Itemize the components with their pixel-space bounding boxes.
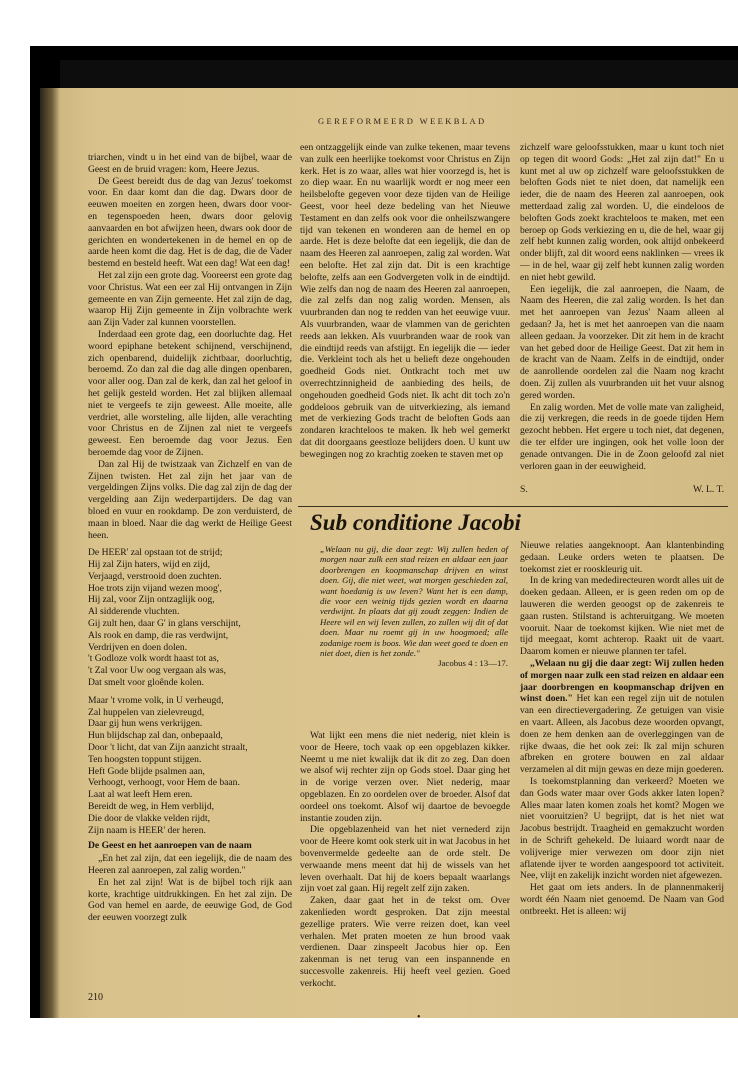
paragraph: En het zal zijn! Wat is de bijbel toch rijk aan korte, krachtige uitdrukkingen. En het zal zijn. De God van hemel en aarde, de eeuwige God, de God der eeuwen voorzegt zulk — [88, 876, 292, 924]
paragraph: In de kring van mededirecteuren wordt alles uit de doeken gedaan. Alleen, er is geen reden om op de lauweren die werden geoogst op de zakenreis te gaan rusten. Stilstand is achteruitgang. We moeten vooruit. Naar de toekomst kijken. Wie niet met de tijd meegaat, komt achterop. Raakt uit de vaart. Daarom komen er nieuwe plannen ter tafel. — [520, 575, 724, 658]
running-header: GEREFORMEERD WEEKBLAD — [318, 116, 487, 126]
paragraph: Het zal zijn een grote dag. Vooreerst een grote dag voor Christus. Wat een eer zal Hij ontvangen in Zijn gemeente en van Zijn gemeente. Het zal zijn de dag, waarop Hij Zijn gemeente in Zijn volbrachte werk aan Zijn Vader zal kunnen voorstellen. — [88, 269, 292, 329]
psalm-verse: Maar 't vrome volk, in U verheugd, Zal huppelen van zielevreugd, Daar gij hun wens verkrijgen. Hun blijdschap zal dan, onbepaald, Door 't licht, dat van Zijn aanzicht straalt, Ten hoogsten toppunt stijgen. Heft Gode blijde psalmen aan, Verhoogt, verhoogt, voor Hem de baan. Laat al wat leeft Hem eren. Bereidt de weg, in Hem verblijd, Die door de vlakke velden rijdt, Zijn naam is HEER' der heren. — [88, 694, 248, 836]
article-title: Sub conditione Jacobi — [310, 510, 521, 535]
column-middle-top — [300, 142, 510, 461]
paragraph: „En het zal zijn, dat een iegelijk, die de naam des Heeren zal aanroepen, zal zalig worden." — [88, 853, 292, 877]
section-divider — [298, 506, 728, 507]
paragraph: Nieuwe relaties aangeknoopt. Aan klantenbinding gedaan. Leuke orders weten te plaatsen. De toekomst ziet er rooskleurig uit. — [520, 540, 724, 575]
paragraph: een ontzaggelijk einde van zulke tekenen, maar tevens van zulk een heerlijke toekomst voor Christus en Zijn kerk. Het is zo waar, alles wat hier voorzegd is, het is zo diep waar. En nu waarlijk wordt er nog meer een heilsbelofte gegeven voor deze tijden van de Heilige Geest, voor heel deze bedeling van het Nieuwe Testament en dan zelfs ook voor die onheilszwangere tijd van tekenen en wonderen aan de hemel en op aarde. Het is deze belofte dat een iegelijk, die dan de naam des Heeren zal aanroepen, zalig zal worden. Wat een belofte. Het zal zijn dat. Dit is een krachtige belofte, zelfs aan een Godvergeten volk in de eindtijd. Wie zelfs dan nog de naam des Heeren zal aanroepen, die zal zelfs dan nog zalig worden. Mensen, als vuurbranden dan nog te redden van het eeuwige vuur. Als vuurbranden, waar de vlammen van de gerichten reeds aan lekken. Als vuurbranden waar de rook van die eindtijd reeds van afstijgt. En iegelijk die — ieder die. Verkleint toch als het u belieft deze ongehouden goedheid Gods niet. Ontkracht toch met uw overrechtzinnigheid de aanbieding des heils, de ongehouden goedheid Gods niet. Ik acht dit toch zo'n goddeloos gebruik van de uitverkiezing, als iemand met de verkiezing Gods tracht de beloften Gods aan zondaren krachteloos te maken. Ik heb wel gemerkt dat dit doorgaans geestloze belijders doen. U kunt uw bewegingen nog zo krachtig zoeken te staven met op — [300, 142, 510, 460]
column-middle-article — [300, 730, 510, 990]
paragraph: triarchen, vindt u in het eind van de bijbel, waar de Geest en de bruid vragen: kom, Heere Jezus. — [88, 152, 292, 175]
paragraph: Die opgeblazenheid van het niet vernederd zijn voor de Heere komt ook sterk uit in wat Jacobus in het bovenvermelde gedeelte aan de orde stelt. De verwaande mens meent dat hij de wissels van het leven overhaalt. Dat hij de koers bepaalt waarlangs zijn voet zal gaan. Hij regelt zelf zijn zaken. — [300, 824, 510, 895]
paragraph: Het gaat om iets anders. In de plannenmakerij wordt één Naam niet genoemd. De Naam van God ontbreekt. Het is alleen: wij — [520, 882, 724, 917]
paragraph: Inderdaad een grote dag, een doorluchte dag. Het woord epiphane betekent schijnend, verschijnend, zich openbarend, duidelijk zichtbaar, doorluchtig, beroemd. Zo dan zal die dag alle dingen openbaren, voor aller oog. Dan zal de kerk, dan zal het geloof in het gelijk gesteld worden. Het zal blijken allemaal niet te vergeefs te zijn geweest. Alle moeite, alle verdriet, alle worsteling, alle lijden, alle verachting voor Christus en de Zijnen zal niet te vergeefs geweest. Een beroemde dag voor Jezus. Een beroemde dag voor de Zijnen. — [88, 328, 292, 458]
paragraph-with-quote — [520, 658, 724, 776]
column-right-top — [520, 142, 724, 496]
paragraph: zichzelf ware geloofsstukken, maar u kunt toch niet op tegen dit woord Gods: „Het zal zijn dat!" En u kunt met al uw op zichzelf ware geloofsstukken de beloften Gods niet te niet doen, dat namelijk een ieder, die de naam des Heeren zal aanroepen, ook metterdaad zalig zal worden. U, die eindeloos de beloften Gods zoekt krachteloos te maken, met een beroep op Gods verkiezing en u, die de hel, waar gij zelf hebt kunnen zalig worden, ook altijd onbekeerd onder blijft, zal dit woord eens naklinken — vrees ik — in de hel, waar gij zelf hebt kunnen zalig worden en niet hebt gewild. — [520, 142, 724, 283]
footer-mark: • — [417, 1012, 421, 1023]
paragraph-continuation: Het kan een regel zijn uit de notulen van een directievergadering. Ze getuigen van visie en vaart. Alleen, als Jacobus deze woorden opvangt, doen ze hem denken aan de overleggingen van de rijke dwaas, die het ook zei: Ik zal mijn schuren afbreken en grotere bouwen en zal aldaar verzamelen al dit mijn gewas en deze mijn goederen. — [520, 693, 724, 776]
column-left — [88, 152, 292, 924]
section-subheading: De Geest en het aanroepen van de naam — [88, 840, 252, 852]
column-right-article — [520, 540, 724, 918]
paragraph: Is toekomstplanning dan verkeerd? Moeten we dan Gods water maar over Gods akker laten lopen? Alles maar laten komen zoals het komt? Mogen we niet vooruitzien? U begrijpt, dat is het niet wat Jacobus bestrijdt. Traagheid en gemakzucht worden in de Schrift gehekeld. De luiaard wordt naar de volijverige mier verwezen om door zijn niet aflatende ijver te worden aangespoord tot activiteit. Nee, vlijt en zakelijk inzicht worden niet afgewezen. — [520, 775, 724, 882]
bold-quote: „Welaan nu gij die daar zegt: Wij zullen heden of morgen naar zulk een stad reizen en aldaar een jaar doorbrengen en koopmanschap drijven en winst doen." — [520, 657, 724, 705]
scripture-quote — [320, 544, 508, 669]
paragraph: Zaken, daar gaat het in de tekst om. Over zakenlieden wordt gesproken. Dat zijn meestal gezellige praters. Wie verre reizen doet, kan veel verhalen. Met praten moeten ze hun brood vaak verdienen. Daar zinspeelt Jacobus hier op. Een zakenman is net terug van een inspannende en succesvolle zakenreis. Hij heeft veel gezien. Goed verkocht. — [300, 895, 510, 989]
page-number: 210 — [88, 992, 103, 1003]
signature-line — [520, 484, 724, 496]
page-binding-shadow — [40, 88, 60, 1018]
paragraph: Een iegelijk, die zal aanroepen, die Naam, de Naam des Heeren, die zal zalig worden. Is het dan met het aanroepen van Jezus' Naam alleen al gedaan? Ja, het is met het aanroepen van die naam alleen gedaan. Ja voorzeker. Dit zit hem in de kracht van het gebed door de Heilige Geest. Dat zit hem in de kracht van de Naam. Zelfs in de eindtijd, onder de aanrollende oordelen zal die Naam nog kracht doen. Zij zullen als vuurbranden uit het vuur alsnog gered worden. — [520, 283, 724, 401]
paragraph: Wat lijkt een mens die niet nederig, niet klein is voor de Heere, toch vaak op een opgeblazen kikker. Neemt u me niet kwalijk dat ik dit zo zeg. Dan doen we alsof wij rechter zijn op Gods stoel. Daar ging het in de vorige verzen over. Niet nederig, maar opgeblazen. En zo oordelen over de broeder. Alsof dat oordeel ons toekomt. Alsof wij daartoe de bevoegde instantie zouden zijn. — [300, 730, 510, 824]
psalm-verse: De HEER' zal opstaan tot de strijd; Hij zal Zijn haters, wijd en zijd, Verjaagd, verstrooid doen zuchten. Hoe trots zijn vijand wezen moog', Hij zal, voor Zijn ontzaglijk oog, Al sidderende vluchten. Gij zult hen, daar G' in glans verschijnt, Als rook en damp, die ras verdwijnt, Verdrijven en doen dolen. 't Godloze volk wordt haast tot as, 't Zal voor Uw oog vergaan als was, Dat smelt voor gloênde kolen. — [88, 547, 241, 689]
scripture-text: „Welaan nu gij, die daar zegt: Wij zullen heden of morgen naar zulk een stad reizen en aldaar een jaar doorbrengen en koopmanschap drijven en winst doen. Gij, die niet weet, wat morgen geschieden zal, want hoedanig is uw leven? Want het is een damp, die voor een weinig tijds gezien wordt en daarna verdwijnt. In plaats dat gij zoudt zeggen: Indien de Heere wil en wij leven zullen, zo zullen wij dit of dat doen. Maar nu roemt gij in uw hoogmoed; alle zodanige roem is boos. Wie dan weet goed te doen en niet doet, dien is het zonde." — [320, 544, 508, 659]
scripture-reference: Jacobus 4 : 13—17. — [438, 658, 508, 669]
signature-initial: S. — [520, 484, 528, 496]
signature-author: W. L. T. — [692, 484, 724, 496]
paragraph: De Geest bereidt dus de dag van Jezus' toekomst voor. En daar komt dan die dag. Dwars door de eeuwen moeiten en zorgen heen, dwars door voor- en tegenspoeden heen, dwars door gelovig aanvaarden en bot afwijzen heen, dwars ook door de gerichten en wondertekenen in de hemel en op de aarde heen komt die dag. Het is de dag, die de Vader bestemd en besteld heeft. Wat een dag! Wat een dag! — [88, 175, 292, 270]
page-top-shadow — [60, 60, 738, 88]
paragraph: Dan zal Hij de twistzaak van Zichzelf en van de Zijnen twisten. Het zal zijn het jaar van de vergeldingen Zijns volks. Die dag zal zijn de dag der vergelding aan Zijn wederpartijders. De dag van bloed en vuur en rookdamp. De zon verduisterd, de maan in bloed. Naar die dag werkt de Heilige Geest heen. — [88, 458, 292, 541]
paragraph: En zalig worden. Met de volle mate van zaligheid, die zij verkregen, die reeds in de goede tijden Hem gezocht hebben. Het ergere u toch niet, dat degenen, die ter elfder ure ingingen, ook het volle loon der genade ontvangen. Die in de Zoon geloofd zal niet verloren gaan in der eeuwigheid. — [520, 401, 724, 472]
